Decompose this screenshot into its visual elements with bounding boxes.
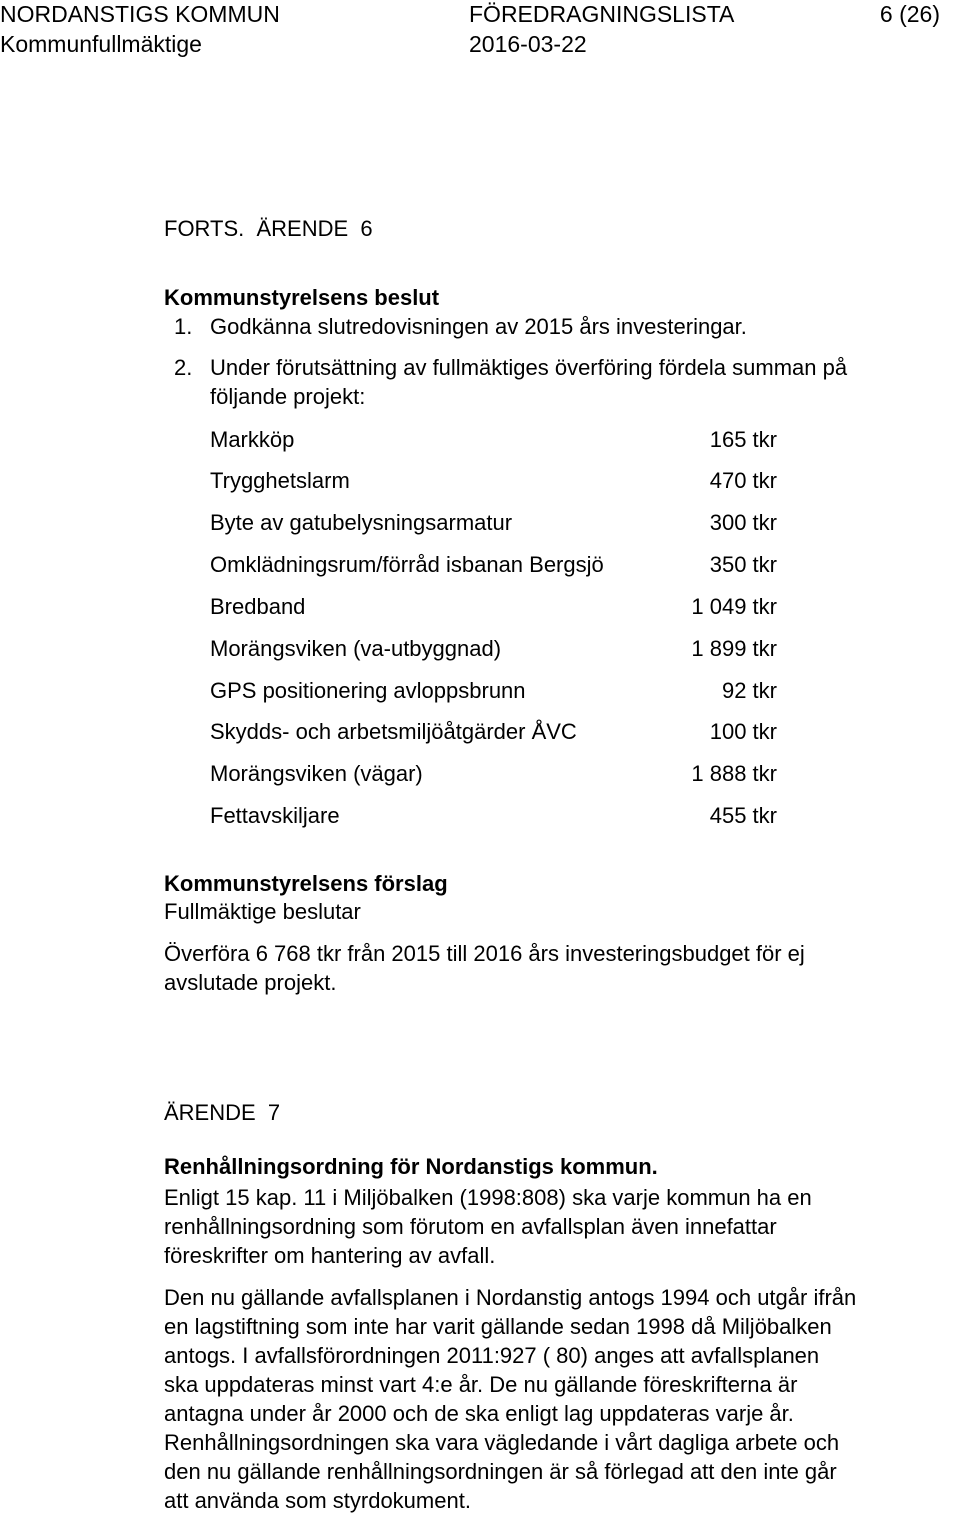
header-doc-type: FÖREDRAGNINGSLISTA xyxy=(469,1,735,27)
project-row xyxy=(210,676,780,706)
paragraph-line: en lagstiftning som inte har varit gällande sedan 1998 då Miljöbalken xyxy=(164,1314,832,1339)
header-org: NORDANSTIGS KOMMUN xyxy=(0,1,280,27)
project-name: Trygghetslarm xyxy=(210,468,350,493)
project-amount: 100 tkr xyxy=(709,719,777,744)
project-name: Markköp xyxy=(210,427,295,452)
project-amount: 92 tkr xyxy=(721,678,777,703)
project-row xyxy=(210,634,780,664)
paragraph-line: renhållningsordning som förutom en avfallsplan även innefattar xyxy=(164,1214,777,1239)
paragraph-line: antogs. I avfallsförordningen 2011:927 ( 80) anges att avfallsplanen xyxy=(164,1343,820,1368)
paragraph-line: föreskrifter om hantering av avfall. xyxy=(164,1243,496,1268)
project-amount: 1 888 tkr xyxy=(691,761,777,786)
project-name: Morängsviken (va-utbyggnad) xyxy=(210,636,502,661)
forslag-line1: Överföra 6 768 tkr från 2015 till 2016 års investeringsbudget för ej xyxy=(164,941,805,966)
paragraph-line: ska uppdateras minst vart 4:e år. De nu gällande föreskrifterna är xyxy=(164,1372,798,1397)
project-name: GPS positionering avloppsbrunn xyxy=(210,678,526,703)
header-date: 2016-03-22 xyxy=(469,31,587,57)
project-name: Morängsviken (vägar) xyxy=(210,761,423,786)
project-name: Skydds- och arbetsmiljöåtgärder ÅVC xyxy=(210,719,577,744)
arende7-title: Renhållningsordning för Nordanstigs kommun. xyxy=(164,1154,658,1179)
project-amount: 1 899 tkr xyxy=(691,636,777,661)
project-amount: 1 049 tkr xyxy=(691,594,777,619)
arende7-heading: ÄRENDE 7 xyxy=(164,1100,281,1125)
project-row xyxy=(210,466,780,496)
header-body: Kommunfullmäktige xyxy=(0,31,202,57)
project-amount: 470 tkr xyxy=(709,468,777,493)
paragraph-line: Den nu gällande avfallsplanen i Nordanstig antogs 1994 och utgår ifrån xyxy=(164,1285,857,1310)
project-row xyxy=(210,801,780,831)
arende6-heading: FORTS. ÄRENDE 6 xyxy=(164,216,373,241)
project-amount: 455 tkr xyxy=(709,803,777,828)
arende7-paragraph-2 xyxy=(164,1283,954,1515)
project-row xyxy=(210,717,780,747)
paragraph-line: att använda som styrdokument. xyxy=(164,1488,471,1513)
item1-number: 1. xyxy=(174,314,193,339)
paragraph-line: Enligt 15 kap. 11 i Miljöbalken (1998:808) ska varje kommun ha en xyxy=(164,1185,812,1210)
project-name: Omklädningsrum/förråd isbanan Bergsjö xyxy=(210,552,604,577)
project-amount: 165 tkr xyxy=(709,427,777,452)
project-name: Fettavskiljare xyxy=(210,803,340,828)
forslag-subtitle: Fullmäktige beslutar xyxy=(164,899,361,924)
beslut-title: Kommunstyrelsens beslut xyxy=(164,285,440,310)
item1-text: Godkänna slutredovisningen av 2015 års investeringar. xyxy=(210,314,747,339)
project-amount: 350 tkr xyxy=(709,552,777,577)
arende7-paragraph-1 xyxy=(164,1183,954,1270)
paragraph-line: antagna under år 2000 och de ska enligt lag uppdateras varje år. xyxy=(164,1401,794,1426)
project-name: Byte av gatubelysningsarmatur xyxy=(210,510,513,535)
project-name: Bredband xyxy=(210,594,306,619)
header-page-number: 6 (26) xyxy=(879,1,940,27)
project-amount: 300 tkr xyxy=(709,510,777,535)
paragraph-line: Renhållningsordningen ska vara vägledande i vårt dagliga arbete och xyxy=(164,1430,840,1455)
item2-number: 2. xyxy=(174,355,193,380)
project-row xyxy=(210,550,780,580)
forslag-line2: avslutade projekt. xyxy=(164,970,337,995)
project-row xyxy=(210,592,780,622)
item2-line1: Under förutsättning av fullmäktiges överföring fördela summan på xyxy=(210,355,848,380)
project-row xyxy=(210,759,780,789)
item2-line2: följande projekt: xyxy=(210,384,366,409)
forslag-title: Kommunstyrelsens förslag xyxy=(164,871,448,896)
project-row xyxy=(210,508,780,538)
paragraph-line: den nu gällande renhållningsordningen är så förlegad att den inte går xyxy=(164,1459,837,1484)
project-row xyxy=(210,425,780,455)
